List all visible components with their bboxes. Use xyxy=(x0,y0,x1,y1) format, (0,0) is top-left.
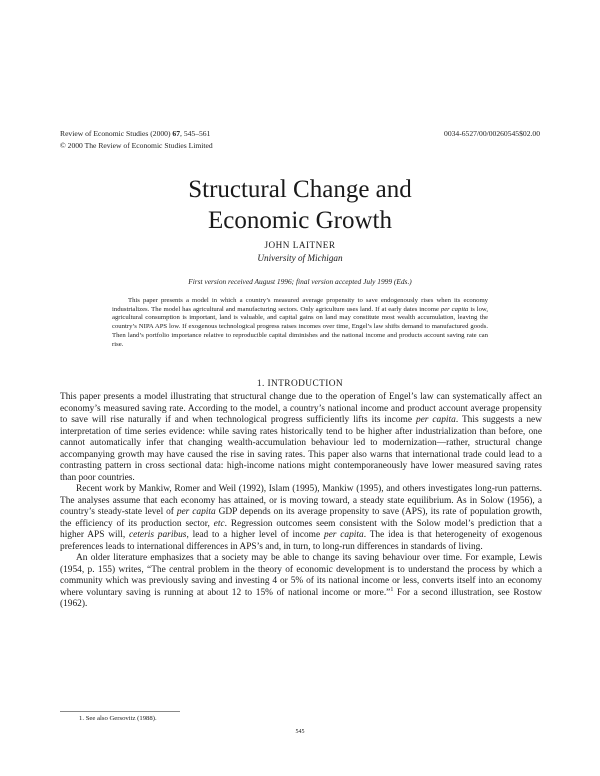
running-header xyxy=(60,128,540,152)
abstract: This paper presents a model in which a country’s measured average propensity to save endogenously rises when its economy industrializes. The model has agricultural and manufacturing sectors. Only agriculture uses land. If at early dates income per capita is low, agricultural consumption is important, land is valuable, and capital gains on land may constitute most wealth accumulation, leaving the country’s NIPA APS low. If exogenous technological progress raises incomes over time, Engel’s law shifts demand to manufactured goods. Then land’s portfolio importance relative to reproducible capital diminishes and the national income and products account saving rate can rise. xyxy=(112,297,488,348)
paragraph: An older literature emphasizes that a society may be able to change its saving behaviour over time. For example, Lewis (1954, p. 155) writes, “The central problem in the theory of economic development is to understand the process by which a community which was previously saving and investing 4 or 5% of its national income or less, converts itself into an economy where voluntary saving is running at about 12 to 15% of national income or more.”$^1$ For a second illustration, see Rostow (1962). xyxy=(60,553,542,609)
footnote-marker: 1 xyxy=(390,586,394,593)
paragraph: This paper presents a model illustrating that structural change due to the operation of Engel’s law can systematically affect an economy’s measured saving rate. According to the model, a country’s national income and product account average propensity to save will rise naturally if and when technological progress sufficiently lifts its income per capita. This suggests a new interpretation of time series evidence: while saving rates historically tend to be higher after industrialization than before, one cannot automatically infer that changing wealth-accumulation behaviour led to modernization—rather, structural change accompanying growth may have caused the rise in saving rates. This paper also warns that international trade could lead to a contrasting pattern in cross sectional data: high-income nations might contemporaneously have lower measured saving rates than poor countries. xyxy=(60,392,542,483)
submission-dates: First version received August 1996; final version accepted July 1999 (Eds.) xyxy=(188,277,412,286)
page-number: 545 xyxy=(295,729,305,735)
footnote-rule xyxy=(60,711,180,712)
copyright-line: © 2000 The Review of Economic Studies Limited xyxy=(60,141,213,150)
author-affiliation: University of Michigan xyxy=(257,253,343,263)
paragraph: Recent work by Mankiw, Romer and Weil (1992), Islam (1995), Mankiw (1995), and others investigates long-run patterns. The analyses assume that each economy has attained, or is moving toward, a steady state equilibrium. As in Solow (1956), a country’s steady-state level of per capita GDP depends on its average propensity to save (APS), its rate of population growth, the efficiency of its production sector, etc. Regression outcomes seem consistent with the Solow model’s prediction that a higher APS will, ceteris paribus, lead to a higher level of income per capita. The idea is that heterogeneity of exogenous preferences leads to international differences in APS’s and, in turn, to long-run differences in standards of living. xyxy=(60,484,542,552)
body-text xyxy=(60,392,542,611)
issn-code: 0034-6527/00/00260545$02.00 xyxy=(444,129,540,138)
author-name: JOHN LAITNER xyxy=(264,240,336,250)
section-heading: 1. INTRODUCTION xyxy=(256,379,344,389)
paper-title: Structural Change and Economic Growth xyxy=(188,176,412,234)
journal-citation: Review of Economic Studies (2000) 67, 545–561 xyxy=(60,129,211,138)
volume-number: 67 xyxy=(172,129,181,138)
footnote: 1. See also Gersovitz (1988). xyxy=(79,715,157,722)
